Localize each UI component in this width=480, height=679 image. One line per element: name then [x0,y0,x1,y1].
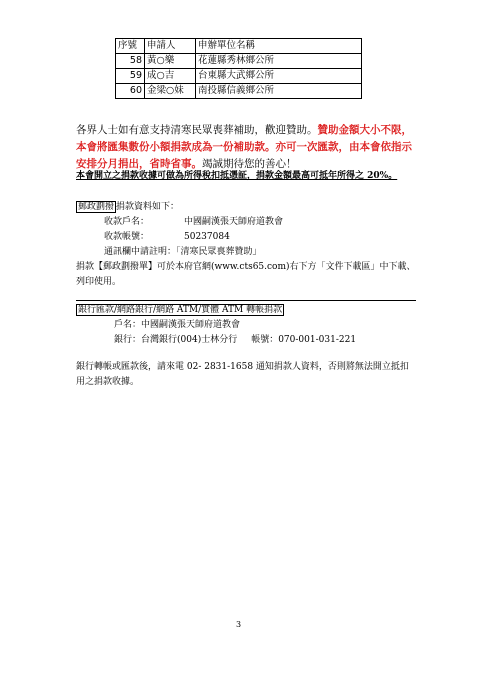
intro-paragraph [76,122,416,173]
bank-label: 銀行：台灣銀行(004)士林分行 [114,335,238,345]
intro-highlight: 贊助金額大小不限，本會將匯集數份小額捐款成為一份補助款。亦可一次匯款，由本會依指示安排分月捐出，省時省事。 [76,124,412,170]
intro-plain: 各界人士如有意支持清寒民眾喪葬補助，歡迎贊助。 [76,124,318,136]
applicant-cell: 成○吉 [145,69,196,84]
note-value: 「清寒民眾喪葬贊助」 [176,247,262,257]
postal-section [76,200,416,290]
postal-payee-row [76,215,416,230]
bank-title: 銀行匯款/網路銀行/網路 ATM/實體 ATM 轉帳捐款 [78,305,283,315]
unit-cell: 南投縣信義鄉公所 [196,84,362,99]
footer-note: 銀行轉帳或匯款後，請來電 02- 2831-1658 通知捐款人資料，否則將無法開立抵扣用之捐款收據。 [76,362,409,387]
applicant-cell: 金梁○妹 [145,84,196,99]
applicant-table [115,38,362,99]
section-divider [76,300,416,301]
intro-tail: 竭誠期待您的善心！ [202,158,297,170]
payee-label: 收款戶名： [104,217,150,227]
col-header-serial: 序號 [116,39,145,54]
account-label: 收款帳號： [104,232,150,242]
unit-cell: 花蓮縣秀林鄉公所 [196,54,362,69]
bank-heading [76,303,416,318]
postal-title-suffix: 捐款資料如下： [116,202,180,212]
postal-account-row [76,230,416,245]
payee-value: 中國嗣漢張天師府道教會 [184,217,284,227]
table-row [116,54,362,69]
postal-note-row [76,245,416,260]
serial-cell: 60 [116,84,145,99]
tax-deduction-note: 本會開立之捐款收據可做為所得稅扣抵憑証，捐款金額最高可抵年所得之 20%。 [76,171,398,181]
table-row [116,84,362,99]
bank-account-name: 戶名：中國嗣漢張天師府道教會 [114,320,241,330]
applicant-cell: 黃○樂 [145,54,196,69]
note-label: 通訊欄中請註明： [104,247,177,257]
table-header-row [116,39,362,54]
page-number: 3 [236,620,242,629]
serial-cell: 59 [116,69,145,84]
bank-section [76,303,416,348]
postal-form-note: 捐款【郵政劃撥單】可於本府官網(www.cts65.com)右下方「文件下載區」中下載、列印使用。 [76,262,416,287]
bank-details-row [76,333,416,348]
bank-account-number: 帳號：070-001-031-221 [251,335,357,345]
table-row [116,69,362,84]
account-value: 50237084 [184,232,230,242]
col-header-unit: 申辦單位名稱 [196,39,362,54]
postal-title: 郵政劃撥 [78,202,115,212]
serial-cell: 58 [116,54,145,69]
postal-heading [76,200,416,215]
unit-cell: 台東縣大武鄉公所 [196,69,362,84]
col-header-applicant: 申請人 [145,39,196,54]
